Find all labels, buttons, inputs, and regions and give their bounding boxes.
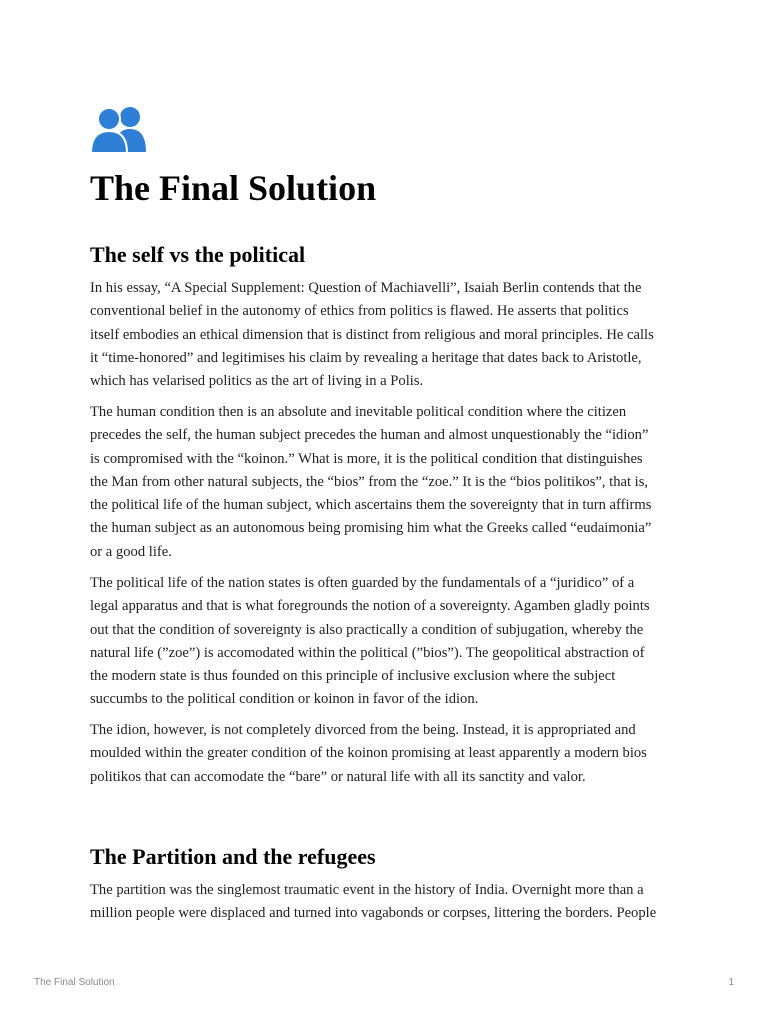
text-line: it “time-honored” and legitimises his claim by revealing a heritage that dates back to Aristotle,: [90, 349, 642, 366]
text-line: moulded within the greater condition of the koinon promising at least apparently a modern bios: [90, 745, 647, 762]
text-line: The idion, however, is not completely divorced from the being. Instead, it is appropriated and: [90, 722, 636, 738]
section-heading-self-vs-political: The self vs the political: [90, 242, 306, 267]
text-line: the political life of the human subject, which ascertains them the sovereignty that in turn affirms: [90, 497, 652, 514]
paragraph: [90, 572, 690, 712]
text-line: the human subject as an autonomous being promising him what the Greeks called “eudaimonia”: [90, 520, 652, 537]
paragraph: [90, 277, 690, 393]
text-line: is compromised with the “koinon.” What is more, it is the political condition that distinguishes: [90, 450, 643, 467]
text-line: million people were displaced and turned into vagabonds or corpses, littering the borders. People: [90, 905, 657, 922]
text-line: The partition was the singlemost traumatic event in the history of India. Overnight more than a: [90, 882, 644, 898]
text-line: precedes the self, the human subject precedes the human and almost unquestionably the “idion”: [90, 427, 649, 444]
text-line: the modern state is thus founded on this principle of inclusive exclusion where the subject: [90, 668, 616, 685]
text-line: politikos that can accomodate the “bare” or natural life with all its sanctity and valor.: [90, 768, 586, 785]
footer-page-number: 1: [728, 977, 734, 988]
text-line: The human condition then is an absolute and inevitable political condition where the citizen: [90, 404, 627, 420]
paragraph: [90, 401, 690, 564]
text-line: itself embodies an ethical dimension that is distinct from religious and moral principles. He calls: [90, 326, 654, 343]
paragraph: [90, 719, 690, 789]
text-line: succumbs to the political condition or koinon in favor of the idion.: [90, 691, 479, 708]
people-icon: [90, 104, 148, 154]
text-line: out that the condition of sovereignty is also practically a condition of subjugation, whereby the: [90, 621, 644, 638]
text-line: The political life of the nation states is often guarded by the fundamentals of a “juridico” of a: [90, 575, 635, 591]
paragraph: [90, 879, 690, 926]
text-line: the Man from other natural subjects, the “bios” from the “zoe.” It is the “bios politikos”, that is,: [90, 473, 649, 490]
text-line: which has velarised politics as the art of living in a Polis.: [90, 373, 424, 390]
text-line: In his essay, “A Special Supplement: Question of Machiavelli”, Isaiah Berlin contends that the: [90, 280, 642, 296]
text-line: or a good life.: [90, 543, 172, 560]
page-title: The Final Solution: [90, 168, 377, 208]
section-heading-partition-refugees: The Partition and the refugees: [90, 844, 376, 869]
text-line: conventional belief in the autonomy of ethics from politics is flawed. He asserts that politics: [90, 303, 629, 320]
text-line: legal apparatus and that is what foregrounds the notion of a sovereignty. Agamben gladly points: [90, 598, 650, 615]
footer-document-title: The Final Solution: [34, 977, 115, 988]
text-line: natural life (”zoe”) is accomodated within the political (”bios”). The geopolitical abstraction of: [90, 644, 645, 661]
